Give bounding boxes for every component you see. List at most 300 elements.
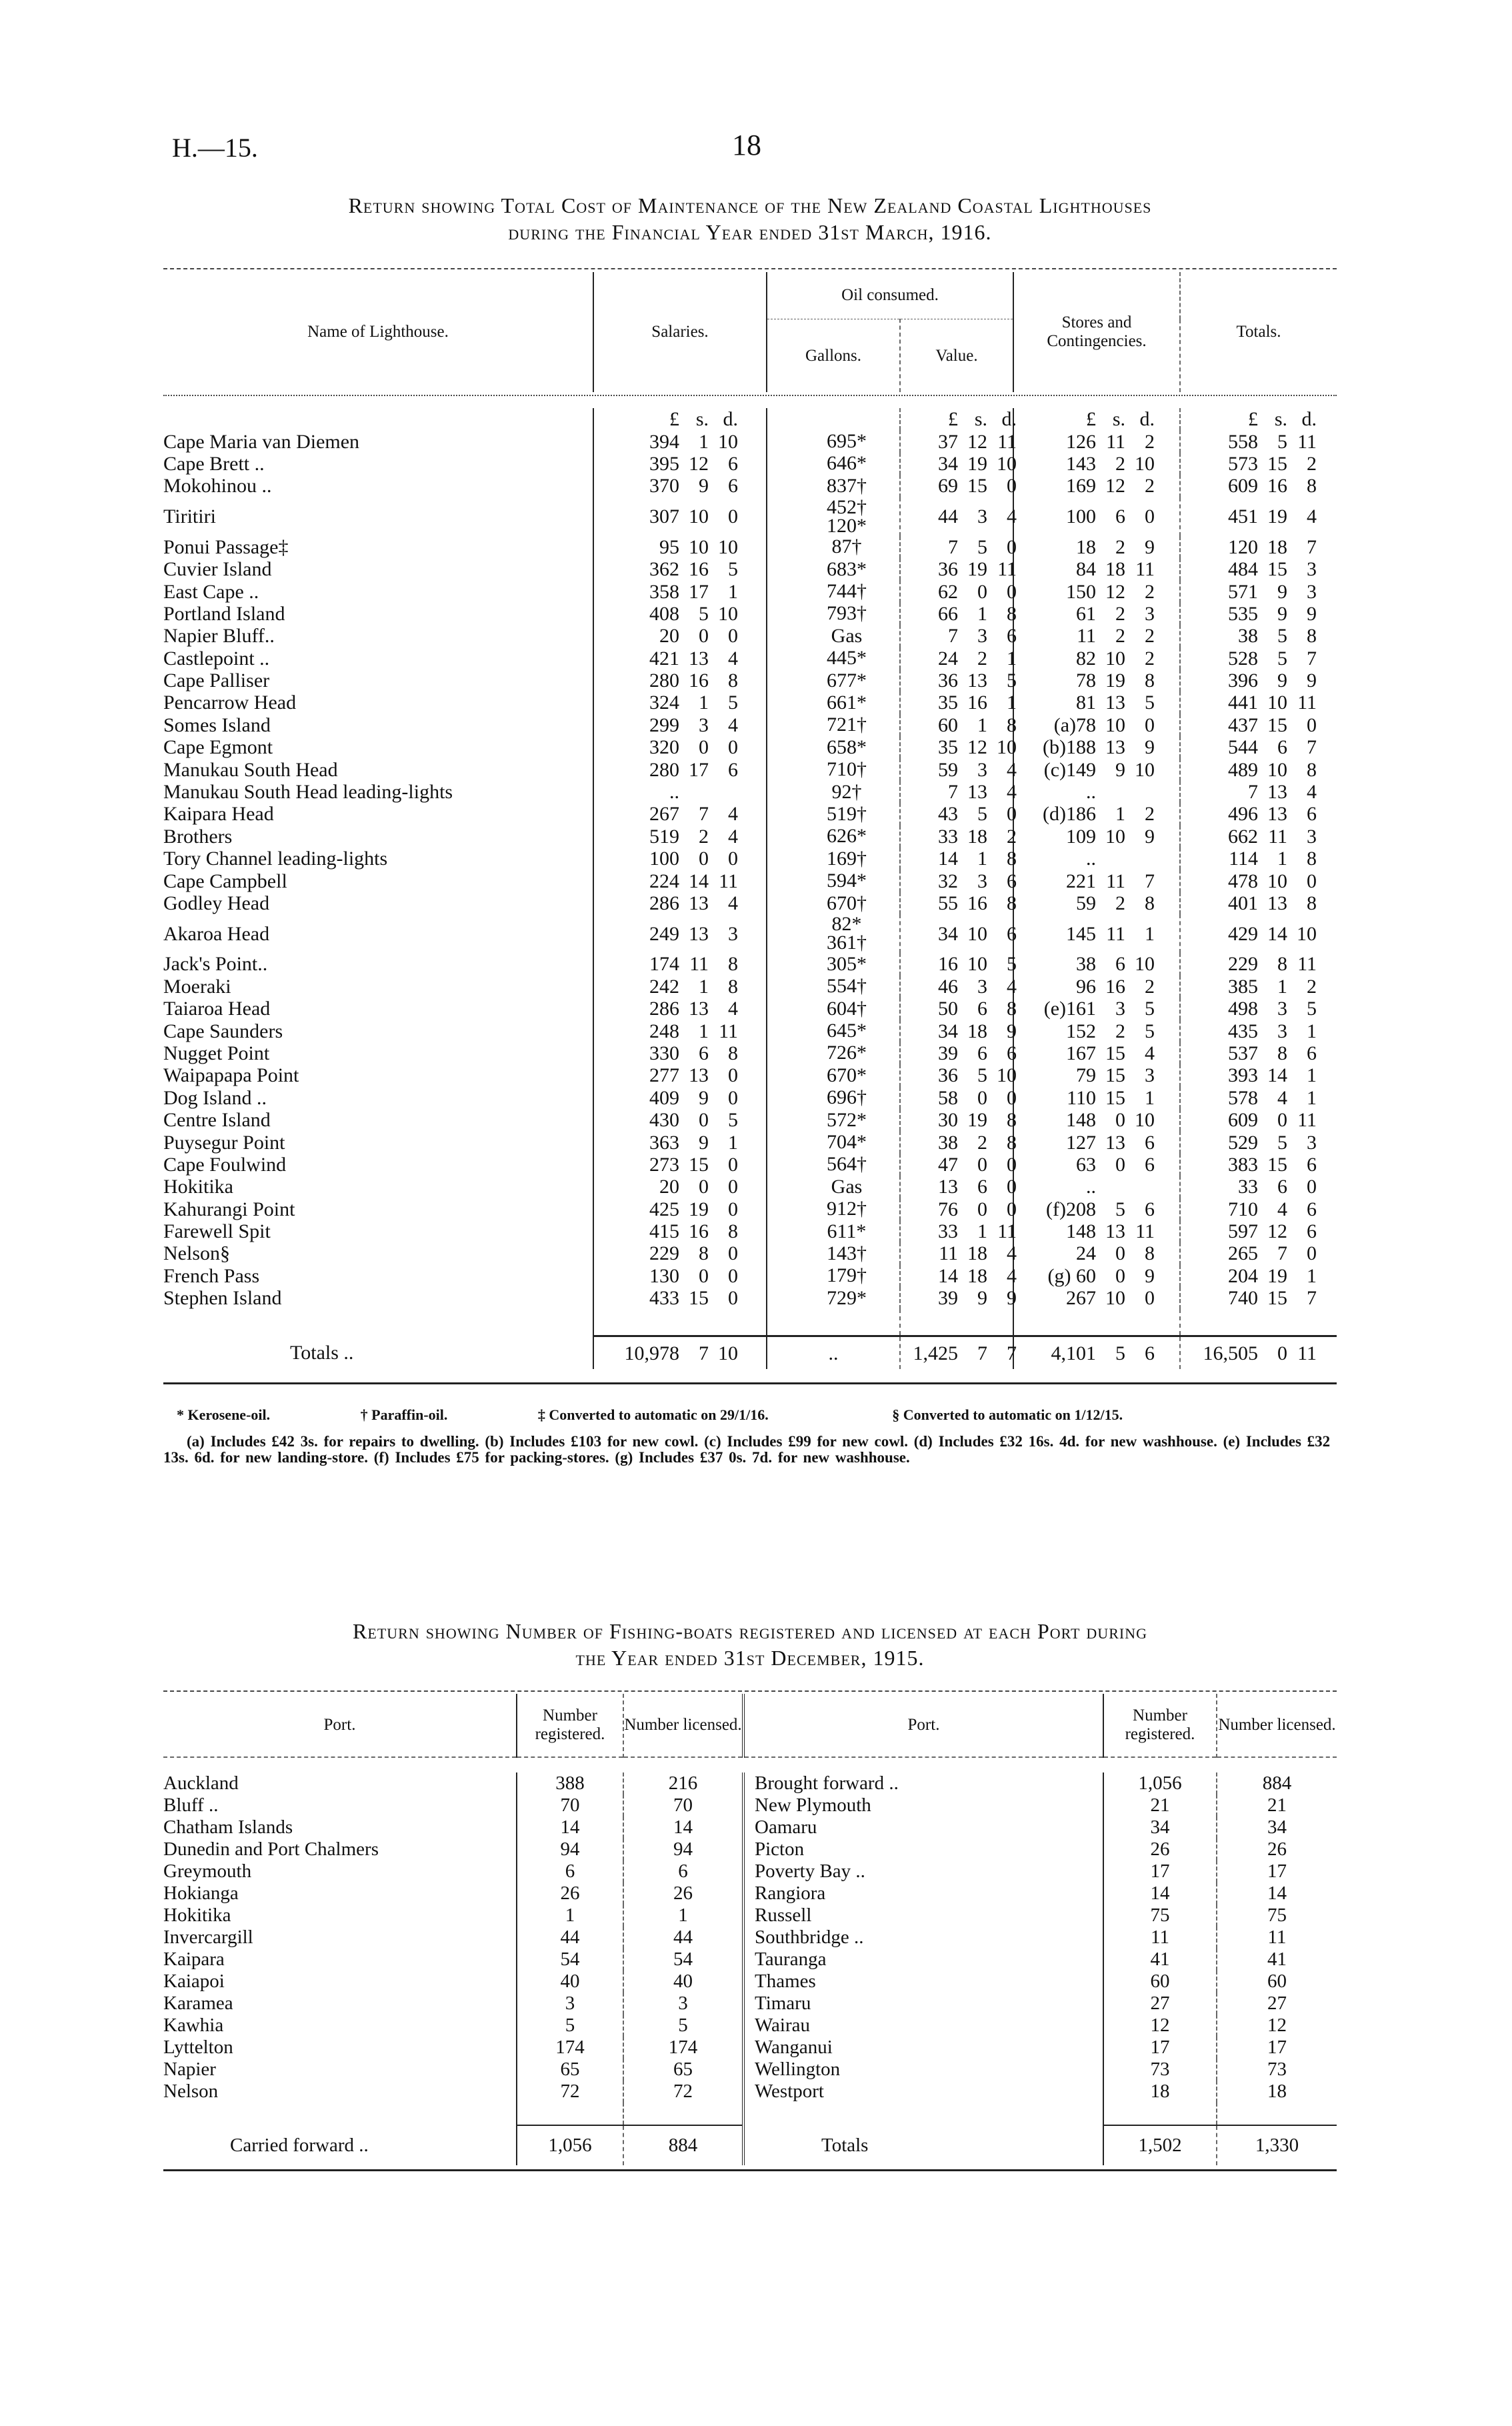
salaries-pounds: 249 <box>649 922 679 945</box>
lighthouse-name <box>163 998 593 1020</box>
stores-pence: 6 <box>1145 1153 1155 1176</box>
stores-pence: 2 <box>1145 580 1155 603</box>
total-pence: 8 <box>1307 758 1317 781</box>
value <box>900 1242 1017 1265</box>
table-row <box>163 1131 1337 1153</box>
stores <box>1013 1109 1180 1131</box>
salaries-shillings: 13 <box>689 647 709 670</box>
total-shillings: 9 <box>1277 580 1287 603</box>
stores-pence: 8 <box>1145 1242 1155 1265</box>
totals-value-pence: 7 <box>1007 1342 1017 1364</box>
value-pence: 4 <box>1007 975 1017 998</box>
stores-pence: 11 <box>1135 1220 1155 1243</box>
total-shillings: 6 <box>1277 1176 1287 1198</box>
value-shillings: 18 <box>967 1242 987 1265</box>
value-shillings: 10 <box>967 922 987 945</box>
table-row <box>163 826 1337 848</box>
port-name: Thames <box>743 1971 1103 1993</box>
salaries-pounds: 415 <box>649 1220 679 1243</box>
lighthouse-name <box>163 1220 593 1242</box>
value-shillings: 0 <box>977 1086 987 1109</box>
stores-pounds: .. <box>1086 848 1096 870</box>
gallons-value: 744† <box>827 580 867 603</box>
stores-pounds: 110 <box>1067 1086 1096 1109</box>
salaries-shillings: 11 <box>689 953 709 976</box>
totals-salaries-shillings: 7 <box>699 1342 709 1364</box>
number-registered: 73 <box>1103 2059 1217 2081</box>
salaries <box>593 1131 767 1153</box>
total-pence: 8 <box>1307 848 1317 870</box>
value-shillings: 0 <box>977 580 987 603</box>
value <box>900 475 1017 497</box>
table1-header-rule <box>163 395 1337 396</box>
total-pence: 0 <box>1307 1242 1317 1265</box>
salaries-shillings: 13 <box>689 1064 709 1087</box>
total-pounds: 578 <box>1228 1086 1258 1109</box>
total-shillings: 1 <box>1277 848 1287 870</box>
value-pounds: 76 <box>938 1198 958 1220</box>
total-shillings: 15 <box>1267 714 1287 736</box>
value-pence: 11 <box>997 430 1017 453</box>
number-registered: 72 <box>517 2081 623 2103</box>
salaries <box>593 848 767 870</box>
lighthouse-name-text: Cape Saunders <box>163 1020 283 1042</box>
table-row <box>163 714 1337 736</box>
lighthouse-name-text: Dog Island .. <box>163 1086 267 1109</box>
table-row <box>163 1971 1337 1993</box>
value-shillings: 3 <box>977 758 987 781</box>
salaries <box>593 558 767 580</box>
lighthouse-name <box>163 1198 593 1220</box>
total-shillings: 9 <box>1277 602 1287 625</box>
total-shillings: 14 <box>1267 922 1287 945</box>
salaries-pounds: 433 <box>649 1287 679 1310</box>
table-row <box>163 1287 1337 1309</box>
salaries-pounds: 394 <box>649 430 679 453</box>
salaries-pence: 0 <box>728 1176 738 1198</box>
salaries <box>593 1242 767 1264</box>
value <box>900 953 1017 976</box>
total-pence: 9 <box>1307 602 1317 625</box>
lighthouse-name-text: Moeraki <box>163 975 231 998</box>
lighthouse-name-text: Taiaroa Head <box>163 998 271 1020</box>
table-row <box>163 1927 1337 1949</box>
lighthouse-name <box>163 1064 593 1086</box>
value-pounds: 13 <box>938 1176 958 1198</box>
salaries-pounds: 224 <box>649 870 679 892</box>
totals-stores <box>1013 1336 1180 1369</box>
number-licensed: 94 <box>623 1839 743 1861</box>
value-pounds: 35 <box>938 692 958 714</box>
table2-top-rule <box>163 1690 1337 1692</box>
total-pence: 3 <box>1307 580 1317 603</box>
total-shillings: 8 <box>1277 1042 1287 1064</box>
gallons-value: 661* <box>827 691 867 714</box>
value-pence: 5 <box>1007 953 1017 976</box>
salaries-pounds: 95 <box>659 535 679 558</box>
salaries-units <box>593 408 767 430</box>
number-registered: 34 <box>1103 1816 1217 1839</box>
stores <box>1013 1265 1180 1287</box>
table-row <box>163 1154 1337 1176</box>
total-shillings: 10 <box>1267 870 1287 892</box>
value-pounds: 34 <box>938 452 958 475</box>
table1-title-line2: during the Financial Year ended 31st March, 1916. <box>508 220 992 244</box>
salaries-shillings: 9 <box>699 475 709 497</box>
salaries-pence: 10 <box>718 430 738 453</box>
gallons-value: 169† <box>827 847 867 870</box>
lighthouse-name-text: Akaroa Head <box>163 922 270 945</box>
stores-shillings: 11 <box>1106 922 1125 945</box>
stores-pounds: 38 <box>1076 953 1096 976</box>
total-shillings: 5 <box>1277 1131 1287 1154</box>
table-row <box>163 736 1337 758</box>
value <box>900 781 1017 804</box>
value <box>900 1064 1017 1087</box>
number-licensed: 60 <box>1267 1971 1287 1992</box>
lighthouse-name-text: Farewell Spit <box>163 1220 271 1243</box>
lighthouse-name-text: Manukau South Head leading-lights <box>163 781 453 804</box>
lighthouse-name <box>163 848 593 870</box>
value-pounds: 34 <box>938 922 958 945</box>
salaries <box>593 803 767 825</box>
gallons-value: 658* <box>827 736 867 758</box>
total-pounds: 529 <box>1228 1131 1258 1154</box>
gallons-value: Gas <box>831 624 863 647</box>
number-licensed: 44 <box>623 1927 743 1949</box>
salaries-shillings: 0 <box>699 848 709 870</box>
salaries <box>593 1042 767 1064</box>
lighthouse-name <box>163 803 593 825</box>
total <box>1180 914 1337 953</box>
lighthouse-name-text: Cape Maria van Diemen <box>163 430 360 453</box>
value-shillings: 6 <box>977 1176 987 1198</box>
stores <box>1013 976 1180 998</box>
gallons-value: 452† <box>827 495 867 518</box>
stores-pounds: (f)208 <box>1046 1198 1096 1220</box>
number-licensed: 40 <box>623 1971 743 1993</box>
gallons-value: 519† <box>827 802 867 825</box>
salaries-pounds: 286 <box>649 998 679 1020</box>
value-pence: 4 <box>1007 1242 1017 1265</box>
number-licensed: 884 <box>1262 1772 1292 1794</box>
total-pence: 4 <box>1307 781 1317 804</box>
stores-shillings: 12 <box>1105 475 1125 497</box>
gallons-value: 793† <box>827 602 867 625</box>
gallons-value: 837† <box>827 474 867 497</box>
value-pence: 8 <box>1007 1109 1017 1132</box>
salaries-pounds: 130 <box>649 1264 679 1287</box>
carried-forward-registered: 1,056 <box>517 2125 623 2165</box>
total-shillings: 9 <box>1277 670 1287 692</box>
salaries-pence: 4 <box>728 714 738 736</box>
value <box>900 803 1017 826</box>
salaries-pence: 4 <box>728 647 738 670</box>
stores-pounds: (g) 60 <box>1047 1264 1096 1287</box>
total-pounds: 609 <box>1228 475 1258 497</box>
salaries-pence: 0 <box>728 1242 738 1265</box>
table-row <box>163 2059 1337 2081</box>
number-licensed: 174 <box>623 2037 743 2059</box>
gallons-value: 677* <box>827 669 867 692</box>
total <box>1180 1064 1337 1086</box>
salaries-pounds: 307 <box>649 505 679 528</box>
stores-pence: 5 <box>1145 998 1155 1020</box>
lighthouse-name-text: Kaipara Head <box>163 803 274 826</box>
salaries <box>593 1198 767 1220</box>
stores-shillings: 1 <box>1115 803 1125 826</box>
salaries <box>593 430 767 452</box>
stores <box>1013 914 1180 953</box>
lighthouse-name <box>163 558 593 580</box>
number-licensed: 65 <box>623 2059 743 2081</box>
total-shillings: 18 <box>1267 535 1287 558</box>
gallons-value: 726* <box>827 1042 867 1064</box>
port-name: New Plymouth <box>743 1794 1103 1816</box>
lighthouse-name <box>163 976 593 998</box>
port-name: Karamea <box>163 1993 517 2015</box>
number-licensed: 14 <box>1267 1883 1287 1904</box>
lighthouse-name <box>163 497 593 536</box>
stores <box>1013 1131 1180 1153</box>
total <box>1180 892 1337 914</box>
number-registered: 40 <box>517 1971 623 1993</box>
stores-pence: 7 <box>1145 870 1155 892</box>
value-pence: 0 <box>1007 535 1017 558</box>
value-shillings: 19 <box>967 558 987 581</box>
table-row <box>163 848 1337 870</box>
total-pence: 8 <box>1307 892 1317 914</box>
lighthouse-name <box>163 714 593 736</box>
salaries-shillings: 2 <box>699 825 709 848</box>
stores-pence: 3 <box>1145 1064 1155 1087</box>
value <box>900 452 1017 475</box>
salaries <box>593 536 767 558</box>
lighthouse-name-text: East Cape .. <box>163 580 259 603</box>
totals-total <box>1180 1336 1337 1369</box>
salaries-pounds: 267 <box>649 803 679 826</box>
value-pounds: 43 <box>938 803 958 826</box>
salaries-pence: 0 <box>728 848 738 870</box>
value <box>900 497 1017 536</box>
value <box>900 914 1017 953</box>
stores-pence: 4 <box>1145 1042 1155 1064</box>
value <box>900 1042 1017 1064</box>
salaries-shillings: 13 <box>689 892 709 914</box>
total-shillings: 13 <box>1267 781 1287 804</box>
total-pence: 3 <box>1307 825 1317 848</box>
total-pence: 7 <box>1307 647 1317 670</box>
totals-units-pence: d. <box>1301 408 1317 431</box>
lighthouse-name <box>163 1087 593 1109</box>
table1-title-line1: Return showing Total Cost of Maintenance of the New Zealand Coastal Lighthouses <box>348 193 1152 217</box>
total-pounds: 597 <box>1228 1220 1258 1243</box>
salaries-pounds: 395 <box>649 452 679 475</box>
port-name: Chatham Islands <box>163 1816 517 1839</box>
total-pence: 3 <box>1307 558 1317 581</box>
port-name: Auckland <box>163 1772 517 1794</box>
total-shillings: 15 <box>1267 558 1287 581</box>
header-registered-right: Number registered. <box>1103 1694 1217 1757</box>
value-units <box>900 408 1017 431</box>
value-shillings: 5 <box>977 1064 987 1087</box>
total <box>1180 803 1337 825</box>
lighthouse-name-text: Godley Head <box>163 892 270 914</box>
total <box>1180 453 1337 475</box>
salaries-shillings: 10 <box>689 505 709 528</box>
total-pence: 8 <box>1307 625 1317 648</box>
gallons-value: 179† <box>827 1264 867 1287</box>
value-pence: 8 <box>1007 714 1017 736</box>
value-pence: 8 <box>1007 848 1017 870</box>
value <box>900 1153 1017 1176</box>
lighthouse-name-text: Tory Channel leading-lights <box>163 848 388 870</box>
totals-units <box>1180 408 1337 430</box>
number-licensed: 18 <box>1267 2081 1287 2102</box>
port-name: Russell <box>743 1905 1103 1927</box>
lighthouse-name <box>163 781 593 803</box>
table1-top-rule <box>163 268 1337 269</box>
table-row <box>163 1220 1337 1242</box>
table-row <box>163 892 1337 914</box>
number-registered: 14 <box>1103 1883 1217 1905</box>
gallons-value: 704* <box>827 1131 867 1154</box>
lighthouse-name-text: Cape Foulwind <box>163 1153 287 1176</box>
number-licensed: 14 <box>623 1816 743 1839</box>
number-licensed: 11 <box>1267 1927 1287 1948</box>
value <box>900 1220 1017 1243</box>
salaries-pounds: 409 <box>649 1086 679 1109</box>
salaries-pence: 10 <box>718 535 738 558</box>
gallons-value: 82* <box>831 913 862 936</box>
lighthouse-name <box>163 1042 593 1064</box>
value-pounds: 37 <box>938 430 958 453</box>
stores-pence: 10 <box>1135 452 1155 475</box>
stores-shillings: 10 <box>1105 1287 1125 1310</box>
stores-pounds: 126 <box>1066 430 1096 453</box>
salaries-shillings: 7 <box>699 803 709 826</box>
number-registered: 21 <box>1103 1794 1217 1816</box>
total-pounds: 393 <box>1228 1064 1258 1087</box>
value-pounds: 58 <box>938 1086 958 1109</box>
value-pence: 4 <box>1007 505 1017 528</box>
table1-header <box>163 272 1337 392</box>
total-pounds: 204 <box>1228 1264 1258 1287</box>
lighthouse-name-text: Mokohinou .. <box>163 475 272 497</box>
salaries-shillings: 6 <box>699 1042 709 1064</box>
stores <box>1013 625 1180 647</box>
total-shillings: 13 <box>1267 892 1287 914</box>
lighthouse-name <box>163 1131 593 1153</box>
stores <box>1013 803 1180 825</box>
total <box>1180 580 1337 602</box>
salaries-shillings: 9 <box>699 1131 709 1154</box>
total-shillings: 7 <box>1277 1242 1287 1265</box>
value-pence: 11 <box>997 1220 1017 1243</box>
totals-total-pounds: 16,505 <box>1203 1342 1258 1364</box>
salaries-pence: 6 <box>728 758 738 781</box>
salaries-shillings: 1 <box>699 975 709 998</box>
stores-pence: 2 <box>1145 975 1155 998</box>
totals-label: Totals <box>743 2125 1103 2165</box>
value-pounds: 14 <box>938 848 958 870</box>
stores-pence: 2 <box>1145 625 1155 648</box>
salaries <box>593 781 767 803</box>
stores-shillings: 15 <box>1105 1086 1125 1109</box>
value-pence: 4 <box>1007 781 1017 804</box>
gallons-value: 445* <box>827 647 867 670</box>
value-shillings: 19 <box>967 1109 987 1132</box>
salaries <box>593 998 767 1020</box>
value-pence: 8 <box>1007 998 1017 1020</box>
carried-forward-label: Carried forward .. <box>163 2125 517 2165</box>
total-shillings: 0 <box>1277 1109 1287 1132</box>
stores <box>1013 453 1180 475</box>
table-row <box>163 558 1337 580</box>
lighthouse-name <box>163 826 593 848</box>
table2-title-line1: Return showing Number of Fishing-boats registered and licensed at each Port during <box>353 1619 1147 1643</box>
gallons-value: 305* <box>827 952 867 975</box>
stores-pounds: 152 <box>1066 1020 1096 1042</box>
table-row <box>163 536 1337 558</box>
salaries-shillings: 10 <box>689 535 709 558</box>
gallons-value: 696† <box>827 1086 867 1109</box>
lighthouse-name-text: Cape Egmont <box>163 736 273 759</box>
salaries-shillings: 9 <box>699 1086 709 1109</box>
number-licensed: 26 <box>623 1883 743 1905</box>
lighthouse-name-text: Puysegur Point <box>163 1131 285 1154</box>
salaries-shillings: 19 <box>689 1198 709 1220</box>
port-name: Nelson <box>163 2081 517 2103</box>
stores-shillings: 2 <box>1115 535 1125 558</box>
stores-shillings: 15 <box>1105 1064 1125 1087</box>
total-shillings: 4 <box>1277 1086 1287 1109</box>
port-name: Kawhia <box>163 2015 517 2037</box>
stores-pounds: 79 <box>1076 1064 1096 1087</box>
value-shillings: 13 <box>967 781 987 804</box>
value <box>900 430 1017 453</box>
value-shillings: 10 <box>967 953 987 976</box>
stores-pounds: 267 <box>1066 1287 1096 1310</box>
total-shillings: 10 <box>1267 758 1287 781</box>
value-shillings: 13 <box>967 670 987 692</box>
stores-pence: 6 <box>1145 1131 1155 1154</box>
port-name: Invercargill <box>163 1927 517 1949</box>
salaries-shillings: 0 <box>699 1176 709 1198</box>
stores-shillings: 11 <box>1106 430 1125 453</box>
total-shillings: 6 <box>1277 736 1287 759</box>
header-name: Name of Lighthouse. <box>163 272 593 392</box>
table-row <box>163 1839 1337 1861</box>
total-pounds: 740 <box>1228 1287 1258 1310</box>
salaries-units-pence: d. <box>723 408 738 431</box>
number-registered: 27 <box>1103 1993 1217 2015</box>
totals-total-shillings: 0 <box>1277 1342 1287 1364</box>
salaries-pence: 5 <box>728 1109 738 1132</box>
value-pence: 9 <box>1007 1020 1017 1042</box>
total-pounds: 383 <box>1228 1153 1258 1176</box>
number-registered: 3 <box>517 1993 623 2015</box>
gallons-value: 729* <box>827 1286 867 1309</box>
table-row <box>163 1042 1337 1064</box>
stores <box>1013 558 1180 580</box>
table-row <box>163 1861 1337 1883</box>
value-shillings: 18 <box>967 1020 987 1042</box>
total-shillings: 3 <box>1277 1020 1287 1042</box>
value-shillings: 19 <box>967 452 987 475</box>
port-name: Southbridge .. <box>743 1927 1103 1949</box>
stores-pounds: 59 <box>1076 892 1096 914</box>
